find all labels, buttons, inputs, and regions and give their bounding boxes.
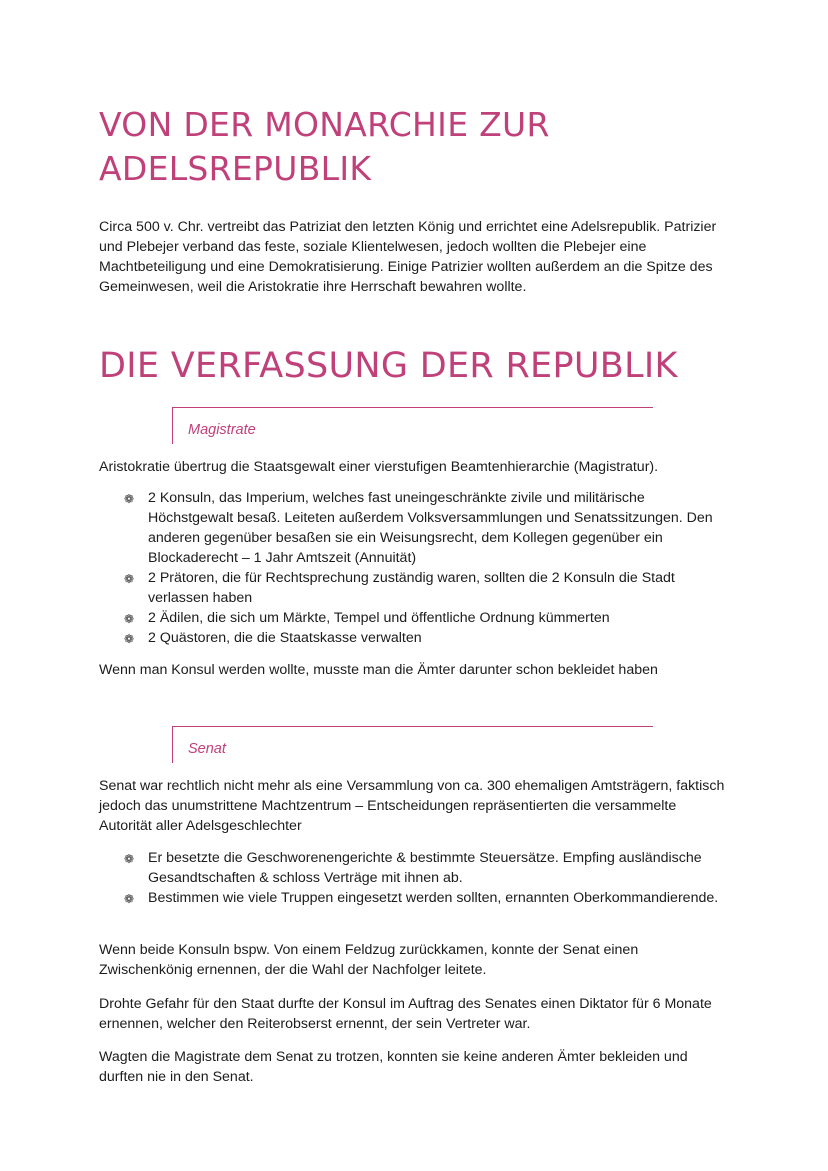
subheading-label: Senat (188, 741, 226, 757)
flower-bullet-icon: ❁ (124, 632, 135, 646)
list-item: ❁ 2 Ädilen, die sich um Märkte, Tempel und öffentliche Ordnung kümmerten (99, 608, 729, 628)
section-title-monarchie: VON DER MONARCHIE ZUR ADELSREPUBLIK (99, 105, 550, 188)
senat-paragraph: Wenn beide Konsuln bspw. Von einem Feldzug zurückkamen, konnte der Senat einen Zwischenkönig ernennen, der die Wahl der Nachfolger leitete. (99, 942, 639, 978)
list-item: ❁ 2 Konsuln, das Imperium, welches fast uneingeschränkte zivile und militärische Höchstgewalt besaß. Leiteten außerdem Volksversammlungen und Senatssitzungen. Den anderen gegenüber besaßen sie ein Weisungsrecht, dem Kollegen gegenüber ein Blockaderecht – 1 Jahr Amtszeit (Annuität) (124, 490, 713, 566)
list-item: ❁ Er besetzte die Geschworenengerichte & bestimmte Steuersätze. Empfing ausländische Gesandtschaften & schloss Verträge mit ihnen ab. (124, 850, 702, 886)
magistrate-list (99, 488, 729, 648)
magistrate-intro: Aristokratie übertrug die Staatsgewalt einer vierstufigen Beamtenhierarchie (Magistratur). (99, 459, 659, 475)
senat-intro: Senat war rechtlich nicht mehr als eine Versammlung von ca. 300 ehemaligen Amtsträgern, faktisch jedoch das unumstrittene Machtzentrum – Entscheidungen repräsentierten die versammelte Autorität aller Adelsgeschlechter (99, 778, 725, 834)
list-item: ❁ 2 Prätoren, die für Rechtsprechung zuständig waren, sollten die 2 Konsuln die Stadt verlassen haben (124, 570, 675, 606)
list-item: ❁ 2 Quästoren, die die Staatskasse verwalten (99, 628, 729, 648)
flower-bullet-icon: ❁ (124, 572, 135, 586)
subheading-magistrate (172, 407, 653, 444)
intro-paragraph: Circa 500 v. Chr. vertreibt das Patriziat den letzten König und errichtet eine Adelsrepublik. Patrizier und Plebejer verband das feste, soziale Klientelwesen, jedoch wollten die Plebejer eine Machtbeteiligung und eine Demokratisierung. Einige Patrizier wollten außerdem an die Spitze des Gemeinwesen, weil die Aristokratie ihre Herrschaft bewahren wollte. (99, 219, 717, 295)
list-item: ❁ Bestimmen wie viele Truppen eingesetzt werden sollten, ernannten Oberkommandierende. (99, 888, 729, 908)
senat-list (99, 848, 729, 908)
magistrate-outro: Wenn man Konsul werden wollte, musste man die Ämter darunter schon bekleidet haben (99, 662, 658, 678)
senat-paragraph: Wagten die Magistrate dem Senat zu trotzen, konnten sie keine anderen Ämter bekleiden und durften nie in den Senat. (99, 1049, 688, 1085)
flower-bullet-icon: ❁ (124, 852, 135, 866)
senat-paragraph: Drohte Gefahr für den Staat durfte der Konsul im Auftrag des Senates einen Diktator für 6 Monate ernennen, welcher den Reiterobserst ernennt, der sein Vertreter war. (99, 996, 712, 1032)
subheading-senat (172, 726, 653, 763)
subheading-label: Magistrate (188, 422, 256, 438)
section-title-verfassung: DIE VERFASSUNG DER REPUBLIK (99, 346, 678, 386)
flower-bullet-icon: ❁ (124, 492, 135, 506)
flower-bullet-icon: ❁ (124, 612, 135, 626)
flower-bullet-icon: ❁ (124, 892, 135, 906)
